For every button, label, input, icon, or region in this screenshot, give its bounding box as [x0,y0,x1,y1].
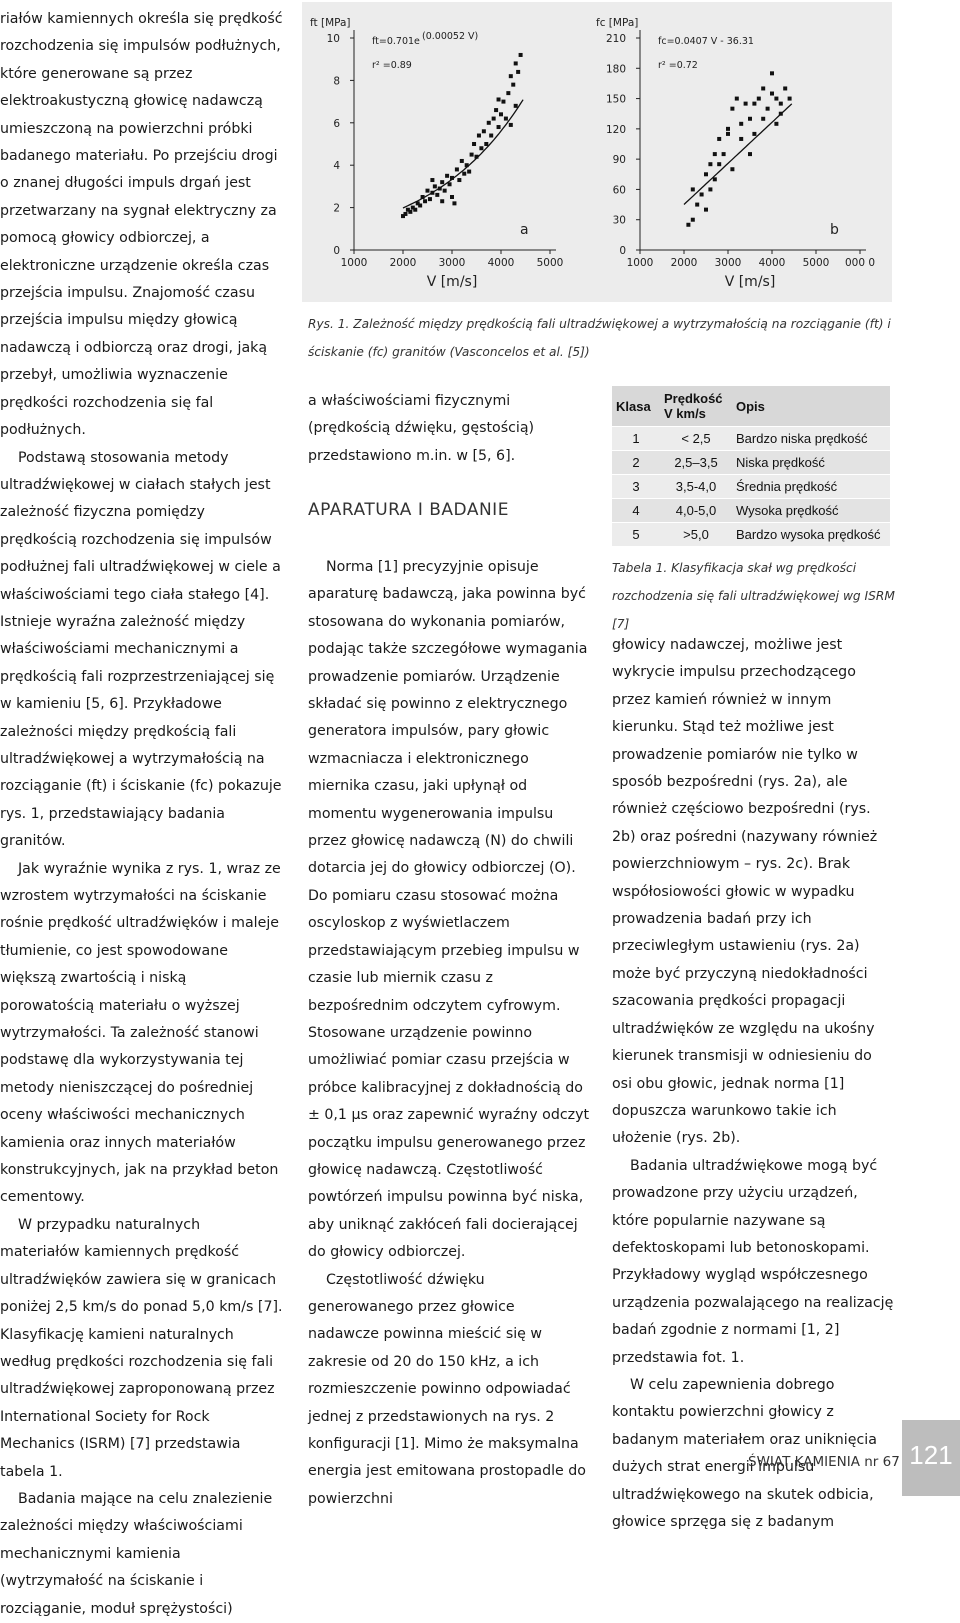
y-tick-label: 90 [612,154,626,167]
data-point [457,178,461,182]
data-point [708,162,712,166]
table-cell: 2 [612,451,660,475]
y-tick-label: 6 [333,117,340,130]
data-point [509,74,513,78]
figure-panel-a [302,2,602,302]
y-tick-label: 4 [333,160,340,173]
data-point [686,223,690,227]
data-point [440,199,444,203]
paragraph: riałów kamiennych określa się prędkość rozchodzenia się impulsów podłużnych, które generowane są przez elektroakustyczną głowicę nadawczą umieszczoną na powierzchni próbki badanego materiału. Po przejściu drogi o znanej długości impuls drgań jest przetwarzany na sygnał elektryczny za pomocą głowicy odbiorczej, a elektroniczne urządzenie określa czas przejścia impulsu. Znajomość czasu przejścia impulsu między głowicą nadawczą i odbiorczą oraz drogi, jaką przebył, umożliwia wyznaczenie prędkości rozchodzenia się fal podłużnych. [0,11,283,439]
data-point [501,100,505,104]
data-point [713,177,717,181]
x-tick-label: 4000 [487,257,515,269]
data-point [482,129,486,133]
fit-line [403,100,523,208]
data-point [708,187,712,191]
data-point [506,91,510,95]
figure-caption: Rys. 1. Zależność między prędkością fali ultradźwiękowej a wytrzymałością na rozciąganie (ft) i ściskanie (fc) granitów (Vasconcelos et al. [5]) [308,317,891,359]
x-tick-label: 000 0 [844,257,876,269]
table-cell: 4 [612,499,660,523]
data-point [428,197,432,201]
data-point [783,86,787,90]
page-number: 121 [909,1440,953,1470]
data-point [726,127,730,131]
data-point [691,218,695,222]
data-point [761,117,765,121]
data-point [717,162,721,166]
x-tick-label: 5000 [802,257,830,269]
data-point [774,97,778,101]
y-tick-label: 180 [605,63,626,76]
table-row [612,523,890,547]
data-point [435,193,439,197]
chart-ft-vs-v [302,2,602,302]
panel-label: a [520,222,529,238]
y-axis-label: ft [MPa] [310,17,351,29]
paragraph: W przypadku naturalnych materiałów kamiennych prędkość ultradźwięków zawiera się w granicach poniżej 2,5 km/s do ponad 5,0 km/s [7]. Klasyfikację kamieni naturalnych według prędkości rozchodzenia się fali ultradźwiękowej zaproponowaną przez International Society for Rock Mechanics (ISRM) [7] przedstawia tabela 1. [0,1216,283,1480]
data-point [504,117,508,121]
data-point [479,146,483,150]
fit-equation: ft=0.701e [372,36,420,47]
panel-label: b [830,222,839,238]
y-tick-label: 150 [605,93,626,106]
data-point [467,170,471,174]
table-cell: 4,0-5,0 [660,499,732,523]
y-tick-label: 10 [326,33,340,45]
data-point [730,107,734,111]
table-row [612,499,890,523]
data-point [713,152,717,156]
x-tick-label: 4000 [758,257,786,269]
table-header-description: Opis [732,386,890,427]
y-tick-label: 0 [333,245,340,257]
paragraph: Badania mające na celu znalezienie zależności między właściwościami mechanicznymi kamienia (wytrzymałość na ściskanie i rozciąganie, moduł sprężystości) [0,1490,273,1617]
data-point [494,108,498,112]
data-point [739,137,743,141]
magazine-name: ŚWIAT KAMIENIA nr 67 [748,1454,900,1470]
text-column-2 [308,388,590,470]
y-tick-label: 8 [333,75,340,88]
table-row [612,427,890,451]
x-tick-label: 1000 [626,257,654,269]
y-tick-label: 0 [619,245,626,257]
data-point [514,104,518,108]
x-axis-label: V [m/s] [426,274,478,290]
table-caption: Tabela 1. Klasyfikacja skał wg prędkości rozchodzenia się fali ultradźwiękowej wg ISRM [7] [612,561,895,631]
data-point [492,117,496,121]
data-point [423,199,427,203]
data-point [489,134,493,138]
x-tick-label: 2000 [389,257,417,269]
data-point [430,191,434,195]
fit-line [684,104,792,205]
data-point [448,182,452,186]
table-cell: 5 [612,523,660,547]
table-header-velocity: Prędkość V km/s [660,386,732,427]
data-point [430,178,434,182]
data-point [704,172,708,176]
fit-equation: fc=0.0407 V - 36.31 [658,36,754,47]
classification-table [612,386,890,546]
x-axis-label: V [m/s] [724,274,776,290]
table-cell: Wysoka prędkość [732,499,890,523]
x-tick-label: 2000 [670,257,698,269]
data-point [704,208,708,212]
paragraph: Podstawą stosowania metody ultradźwiękowej w ciałach stałych jest zależność fizyczna pomiędzy prędkością rozchodzenia się impulsów podłużnej fali ultradźwiękowej w ciele a właściwościami tego ciała stałego [4]. Istnieje wyraźna zależność między właściwościami mechanicznymi a prędkością fali rozprzestrzeniającej się w kamieniu [5, 6]. Przykładowe zależności między prędkością fali ultradźwiękowej a wytrzymałością na rozciąganie (ft) i ściskanie (fc) pokazuje rys. 1, przedstawiający badania granitów. [0,449,282,850]
data-point [433,184,437,188]
r-squared: r² =0.89 [372,60,412,71]
data-point [477,134,481,138]
data-point [788,97,792,101]
table-cell: >5,0 [660,523,732,547]
paragraph: Norma [1] precyzyjnie opisuje aparaturę badawczą, jaka powinna być stosowana do wykonania pomiarów, podając także szczegółowe wymagania prowadzenie pomiarów. Urządzenie składać się powinno z elektrycznego generatora impulsów, pary głowic wzmacniacza i elektronicznego miernika czasu, jaki upłynął od momentu wygenerowania impulsu przez głowicę nadawczą (N) do chwili dotarcia jej do głowicy odbiorczej (O). Do pomiaru czasu stosować można oscyloskop z wyświetlaczem przedstawiającym przebieg impulsu w czasie lub miernik czasu z bezpośrednim odczytem cyfrowym. Stosowane urządzenie powinno umożliwiać pomiar czasu przejścia w próbce kalibracyjnej z dokładnością do ± 0,1 μs oraz zapewnić wyraźny odczyt początku impulsu generowanego przez głowicę nadawczą. Częstotliwość powtórzeń impulsu powinna być niska, aby uniknąć zakłóceń fali docierającej do głowicy odbiorczej. [308,559,590,1261]
data-point [462,172,466,176]
data-point [770,71,774,75]
data-point [519,53,523,57]
data-point [766,107,770,111]
text-column-1 [0,6,284,1623]
data-point [691,187,695,191]
data-point [487,121,491,125]
data-point [455,167,459,171]
data-point [403,212,407,216]
data-point [460,159,464,163]
data-point [497,97,501,101]
data-point [730,167,734,171]
data-point [516,70,520,74]
data-point [752,132,756,136]
data-point [465,163,469,167]
data-point [770,92,774,96]
y-tick-label: 30 [612,214,626,227]
text-column-2-body [308,554,590,1513]
table-cell: Bardzo wysoka prędkość [732,523,890,547]
table-cell: Bardzo niska prędkość [732,427,890,451]
data-point [450,195,454,199]
data-point [509,123,513,127]
x-tick-label: 3000 [438,257,466,269]
data-point [418,203,422,207]
data-point [440,180,444,184]
data-point [779,112,783,116]
data-point [748,152,752,156]
table-row [612,451,890,475]
data-point [514,61,518,65]
table-cell: Niska prędkość [732,451,890,475]
data-point [739,122,743,126]
data-point [752,102,756,106]
table-cell: Średnia prędkość [732,475,890,499]
data-point [470,153,474,157]
data-point [717,137,721,141]
r-squared: r² =0.72 [658,60,698,71]
y-tick-label: 2 [333,202,340,215]
data-point [452,201,456,205]
paragraph: W celu zapewnienia dobrego kontaktu powierzchni głowicy z badanym materiałem oraz uniknięcia dużych strat energii impulsu ultradźwiękowego na skutek odbicia, głowice sprzęga się z badanym [612,1376,877,1530]
data-point [735,97,739,101]
x-tick-label: 5000 [536,257,564,269]
data-point [748,117,752,121]
text-column-3 [612,632,894,1536]
fit-exponent: (0.00052 V) [422,31,479,42]
data-point [475,155,479,159]
data-point [408,210,412,214]
data-point [443,189,447,193]
y-tick-label: 210 [605,33,626,45]
y-tick-label: 120 [605,123,626,136]
table-row [612,475,890,499]
data-point [757,97,761,101]
table-cell: 3,5-4,0 [660,475,732,499]
table-header-class: Klasa [612,386,660,427]
y-tick-label: 60 [612,184,626,197]
paragraph: Częstotliwość dźwięku generowanego przez głowice nadawcze powinna mieścić się w zakresie od 20 do 150 kHz, a ich rozmieszczenie powinno odpowiadać jednej z przedstawionych na rys. 2 konfiguracji [1]. Mimo że maksymalna energia jest emitowana prostopadle do powierzchni [308,1271,586,1507]
data-point [497,125,501,129]
data-point [438,187,442,191]
data-point [700,192,704,196]
figure-panel-b [590,2,892,302]
data-point [426,189,430,193]
table-cell: < 2,5 [660,427,732,451]
data-point [484,142,488,146]
y-axis-label: fc [MPa] [596,17,639,29]
data-point [472,142,476,146]
x-tick-label: 3000 [714,257,742,269]
data-point [761,86,765,90]
data-point [450,176,454,180]
data-point [511,83,515,87]
data-point [744,102,748,106]
data-point [774,122,778,126]
data-point [445,174,449,178]
paragraph: Badania ultradźwiękowe mogą być prowadzone przy użyciu urządzeń, które popularnie nazywane są defektoskopami lub betonoskopami. Przykładowy wygląd współczesnego urządzenia pozwalającego na realizację badań zgodnie z normami [1, 2] przedstawia fot. 1. [612,1157,894,1366]
paragraph: a właściwościami fizycznymi (prędkością dźwięku, gęstością) przedstawiono m.in. w [5, 6]. [308,393,535,464]
data-point [722,152,726,156]
table-cell: 2,5–3,5 [660,451,732,475]
paragraph: Jak wyraźnie wynika z rys. 1, wraz ze wzrostem wytrzymałości na ściskanie rośnie prędkość ultradźwięków i maleje tłumienie, co jest spowodowane większą zwartością i niską porowatością materiału o wyższej wytrzymałości. Ta zależność stanowi podstawę dla wykorzystywania tej metody nieniszczącej do pośredniej oceny właściwości mechanicznych kamienia oraz innych materiałów konstrukcyjnych, jak na przykład beton cementowy. [0,860,281,1206]
table-cell: 3 [612,475,660,499]
paragraph: głowicy nadawczej, możliwe jest wykrycie impulsu przechodzącego przez kamień również w innym kierunku. Stąd też możliwe jest prowadzenie pomiarów nie tylko w sposób bezpośredni (rys. 2a), ale również częściowo bezpośredni (rys. 2b) oraz pośredni (nazywany również powierzchniowym – rys. 2c). Brak współosiowości głowic w wypadku prowadzenia badań przy ich przeciwległym ustawieniu (rys. 2a) może być przyczyną niedokładności szacowania prędkości propagacji ultradźwięków ze względu na ukośny kierunek transmisji w odniesieniu do osi obu głowic, jednak norma [1] dopuszcza warunkowo takie ich ułożenie (rys. 2b). [612,637,878,1147]
x-tick-label: 1000 [340,257,368,269]
chart-fc-vs-v [590,2,892,302]
data-point [421,195,425,199]
data-point [413,208,417,212]
data-point [499,112,503,116]
section-heading: APARATURA I BADANIE [308,500,509,520]
data-point [695,203,699,207]
table-cell: 1 [612,427,660,451]
data-point [726,132,730,136]
data-point [779,102,783,106]
